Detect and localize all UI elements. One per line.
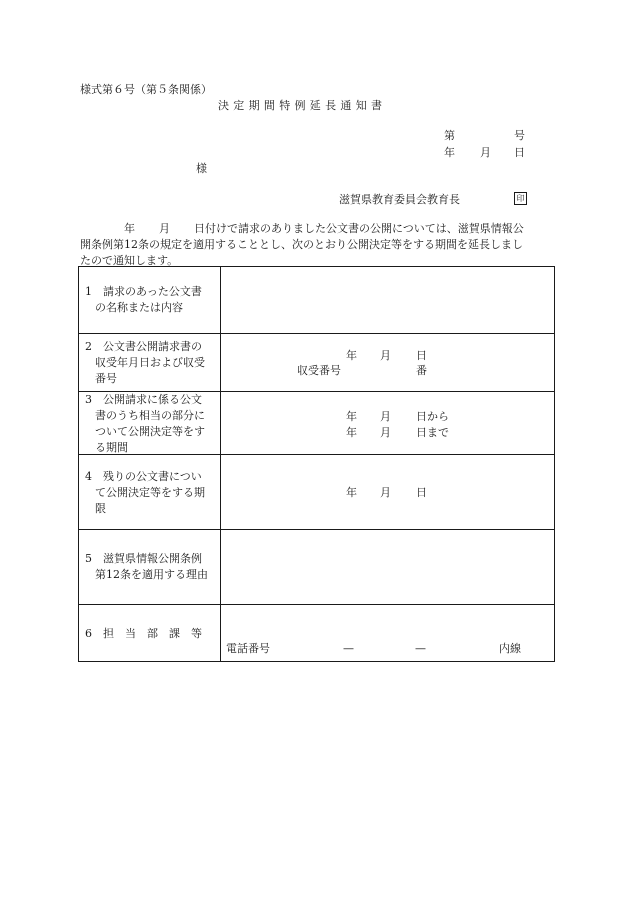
table-row-document-name	[79, 267, 554, 333]
intro-text-3: たので通知します。	[80, 254, 179, 267]
row-label: 6 担 当 部 課 等	[85, 627, 202, 640]
notice-form-table	[78, 266, 555, 662]
document-title: 決定期間特例延長通知書	[218, 99, 387, 112]
phone-dash-1: —	[343, 642, 354, 655]
period-from-day: 日から	[416, 410, 449, 423]
period-from-month: 月	[380, 410, 391, 423]
table-row-extension-period	[79, 391, 554, 455]
notice-number-prefix: 第	[444, 129, 455, 142]
notice-date-year: 年	[444, 146, 455, 159]
row-label: 1 請求のあった公文書 の名称または内容	[85, 285, 202, 314]
receipt-month: 月	[380, 349, 391, 362]
notice-date-day: 日	[514, 146, 525, 159]
receipt-year: 年	[346, 349, 357, 362]
seal-stamp: 印	[514, 192, 527, 205]
table-row-reason	[79, 529, 554, 605]
row-label: 3 公開請求に係る公文 書のうち相当の部分に ついて公開決定等をす る期間	[85, 393, 205, 454]
period-from-year: 年	[346, 410, 357, 423]
table-row-department	[79, 604, 554, 662]
period-to-month: 月	[380, 426, 391, 439]
row-label: 5 滋賀県情報公開条例 第12条を適用する理由	[85, 552, 208, 581]
phone-label: 電話番号	[226, 642, 270, 655]
intro-paragraph	[80, 221, 556, 269]
table-row-remaining-deadline	[79, 454, 554, 530]
extension-label: 内線	[499, 642, 521, 655]
period-to-year: 年	[346, 426, 357, 439]
receipt-day: 日	[416, 349, 427, 362]
deadline-year: 年	[346, 486, 357, 499]
deadline-day: 日	[416, 486, 427, 499]
intro-text-1: 日付けで請求のありました公文書の公開については、滋賀県情報公	[194, 222, 524, 235]
row-label: 4 残りの公文書につい て公開決定等をする期 限	[85, 470, 205, 515]
receipt-number-suffix: 番	[416, 364, 427, 377]
intro-month: 月	[159, 222, 170, 235]
period-to-day: 日まで	[416, 426, 449, 439]
addressee-suffix: 様	[196, 162, 207, 175]
row-label: 2 公文書公開請求書の 収受年月日および収受 番号	[85, 340, 205, 385]
receipt-number-label: 収受番号	[297, 364, 341, 377]
notice-date-month: 月	[480, 146, 491, 159]
phone-dash-2: —	[415, 642, 426, 655]
table-row-receipt	[79, 333, 554, 392]
deadline-month: 月	[380, 486, 391, 499]
sender-name: 滋賀県教育委員会教育長	[339, 193, 460, 206]
form-number: 様式第６号（第５条関係）	[80, 83, 212, 96]
intro-text-2: 開条例第12条の規定を適用することとし、次のとおり公開決定等をする期間を延長しまし	[80, 238, 523, 251]
intro-year: 年	[124, 222, 135, 235]
notice-number-suffix: 号	[514, 129, 525, 142]
